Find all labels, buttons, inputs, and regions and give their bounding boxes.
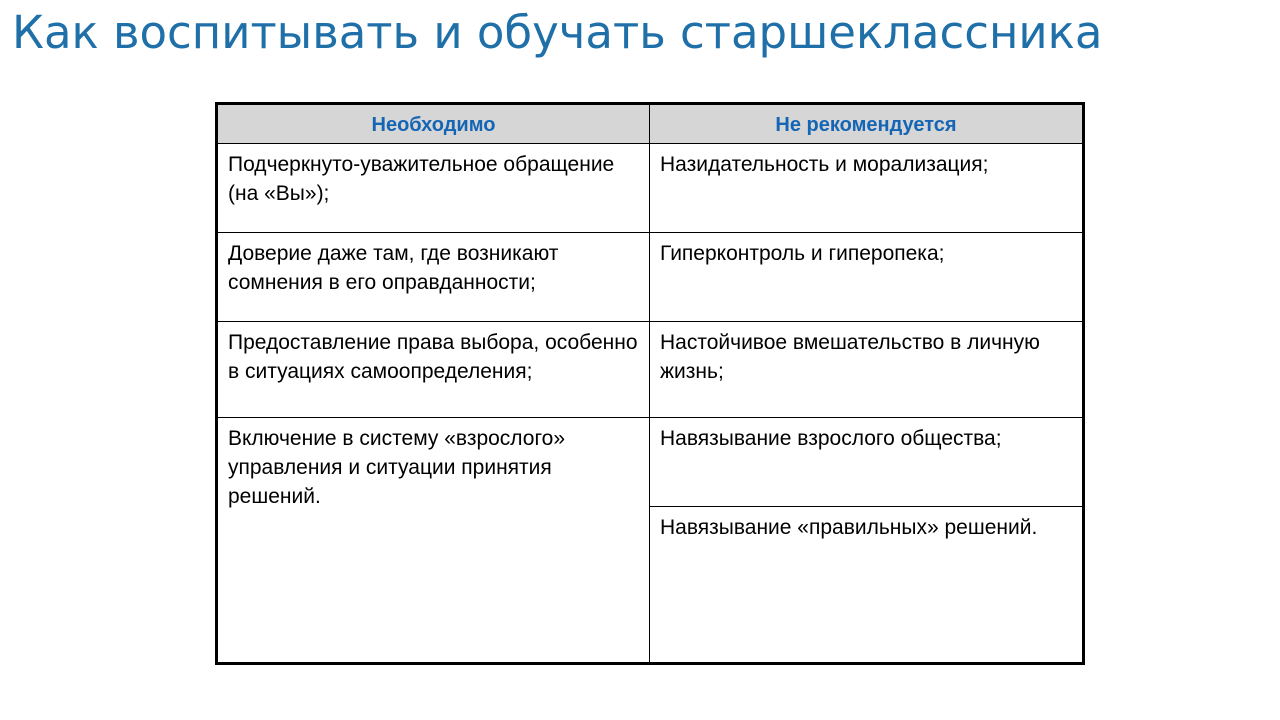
- not-recommended-cell: Гиперконтроль и гиперопека;: [650, 233, 1084, 322]
- not-recommended-cell: Настойчивое вмешательство в личную жизнь;: [650, 322, 1084, 418]
- not-recommended-cell: Навязывание «правильных» решений.: [650, 507, 1084, 664]
- necessary-cell: Включение в систему «взрослого» управления и ситуации принятия решений.: [217, 418, 650, 664]
- table-row: [217, 418, 1084, 507]
- table-row: [217, 322, 1084, 418]
- necessary-cell: Подчеркнуто-уважительное обращение (на «Вы»);: [217, 144, 650, 233]
- table-row: [217, 233, 1084, 322]
- header-not-recommended: Не рекомендуется: [650, 104, 1084, 144]
- slide-title: Как воспитывать и обучать старшеклассника: [12, 6, 1103, 59]
- not-recommended-cell: Назидательность и морализация;: [650, 144, 1084, 233]
- table-row: [217, 144, 1084, 233]
- header-necessary: Необходимо: [217, 104, 650, 144]
- comparison-table: [215, 102, 1085, 665]
- not-recommended-cell: Навязывание взрослого общества;: [650, 418, 1084, 507]
- necessary-cell: Доверие даже там, где возникают сомнения в его оправданности;: [217, 233, 650, 322]
- table-header-row: [217, 104, 1084, 144]
- necessary-cell: Предоставление права выбора, особенно в ситуациях самоопределения;: [217, 322, 650, 418]
